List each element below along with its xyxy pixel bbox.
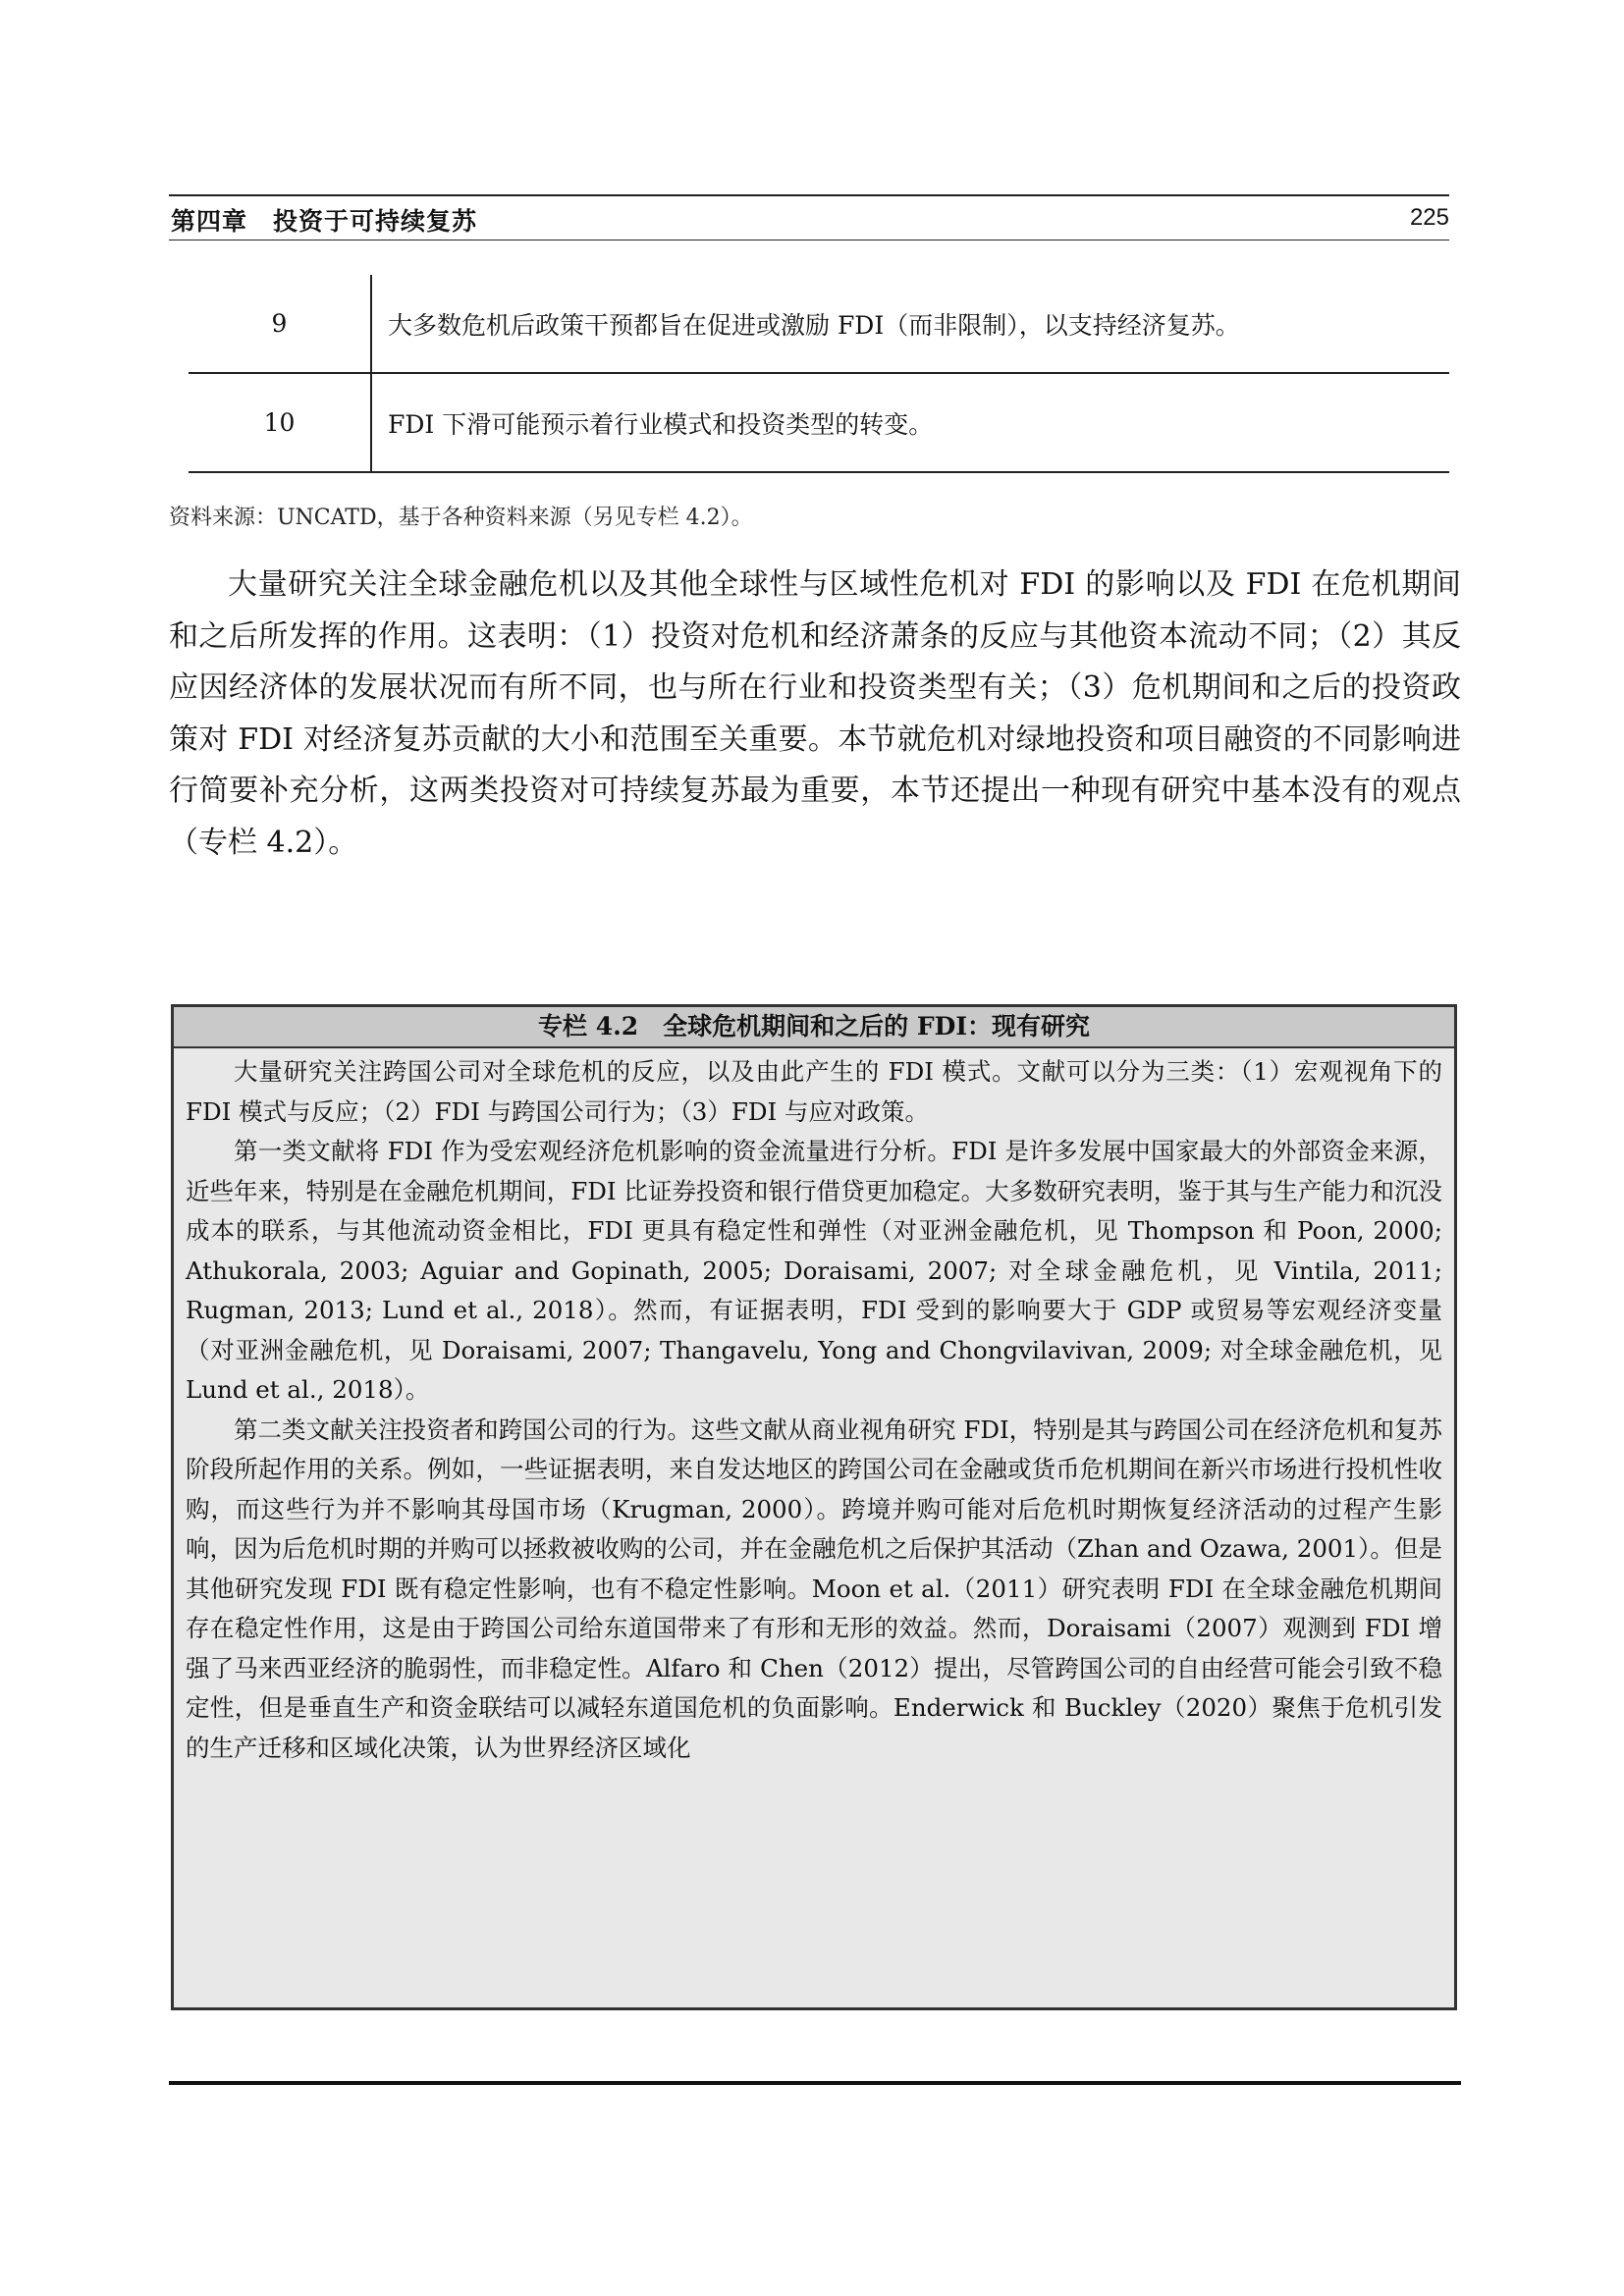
row-text: FDI 下滑可能预示着行业模式和投资类型的转变。 [371,373,1449,472]
row-number: 9 [189,275,371,373]
page-number: 225 [1409,204,1449,231]
source-note: 资料来源：UNCATD，基于各种资料来源（另见专栏 4.2）。 [169,506,753,530]
box-paragraph: 第二类文献关注投资者和跨国公司的行为。这些文献从商业视角研究 FDI，特别是其与跨国公司在经济危机和复苏阶段所起作用的关系。例如，一些证据表明，来自发达地区的跨国公司在金融或货币危机期间在新兴市场进行投机性收购，而这些行为并不影响其母国市场（Krugman, 2000）。跨境并购可能对后危机时期恢复经济活动的过程产生影响，因为后危机时期的并购可以拯救被收购的公司，并在金融危机之后保护其活动（Zhan and Ozawa, 2001）。但是其他研究发现 FDI 既有稳定性影响，也有不稳定性影响。Moon et al.（2011）研究表明 FDI 在全球金融危机期间存在稳定性作用，这是由于跨国公司给东道国带来了有形和无形的效益。然而，Doraisami（2007）观测到 FDI 增强了马来西亚经济的脆弱性，而非稳定性。Alfaro 和 Chen（2012）提出，尽管跨国公司的自由经营可能会引致不稳定性，但是垂直生产和资金联结可以减轻东道国危机的负面影响。Enderwick 和 Buckley（2020）聚焦于危机引发的生产迁移和区域化决策，认为世界经济区域化 [186,1415,1442,1762]
row-text: 大多数危机后政策干预都旨在促进或激励 FDI（而非限制），以支持经济复苏。 [371,275,1449,373]
chapter-title: 第四章 投资于可持续复苏 [171,207,478,236]
sidebar-box [171,1004,1457,2010]
row-number: 10 [189,373,371,472]
body-paragraph: 大量研究关注全球金融危机以及其他全球性与区域性危机对 FDI 的影响以及 FDI 在危机期间和之后所发挥的作用。这表明：（1）投资对危机和经济萧条的反应与其他资本流动不同；（2）其反应因经济体的发展状况而有所不同，也与所在行业和投资类型有关；（3）危机期间和之后的投资政策对 FDI 对经济复苏贡献的大小和范围至关重要。本节就危机对绿地投资和项目融资的不同影响进行简要补充分析，这两类投资对可持续复苏最为重要，本节还提出一种现有研究中基本没有的观点（专栏 4.2）。 [169,567,1461,860]
box-paragraph: 第一类文献将 FDI 作为受宏观经济危机影响的资金流量进行分析。FDI 是许多发展中国家最大的外部资金来源，近些年来，特别是在金融危机期间，FDI 比证券投资和银行借贷更加稳定。大多数研究表明，鉴于其与生产能力和沉没成本的联系，与其他流动资金相比，FDI 更具有稳定性和弹性（对亚洲金融危机，见 Thompson 和 Poon, 2000; Athukorala, 2003; Aguiar and Gopinath, 2005; Doraisami, 2007; 对全球金融危机，见 Vintila, 2011; Rugman, 2013; Lund et al., 2018）。然而，有证据表明，FDI 受到的影响要大于 GDP 或贸易等宏观经济变量（对亚洲金融危机，见 Doraisami, 2007; Thangavelu, Yong and Chongvilavivan, 2009; 对全球金融危机，见 Lund et al., 2018）。 [186,1137,1442,1404]
table-row [189,373,1449,472]
table-row [189,275,1449,373]
box-body [174,1048,1454,1768]
running-header [169,194,1449,240]
box-paragraph: 大量研究关注跨国公司对全球危机的反应，以及由此产生的 FDI 模式。文献可以分为三类：（1）宏观视角下的 FDI 模式与反应；（2）FDI 与跨国公司行为；（3）FDI 与应对政策。 [186,1057,1442,1126]
box-title: 专栏 4.2 全球危机期间和之后的 FDI：现有研究 [174,1007,1454,1048]
findings-table [189,275,1449,473]
footer-rule [169,2081,1461,2085]
